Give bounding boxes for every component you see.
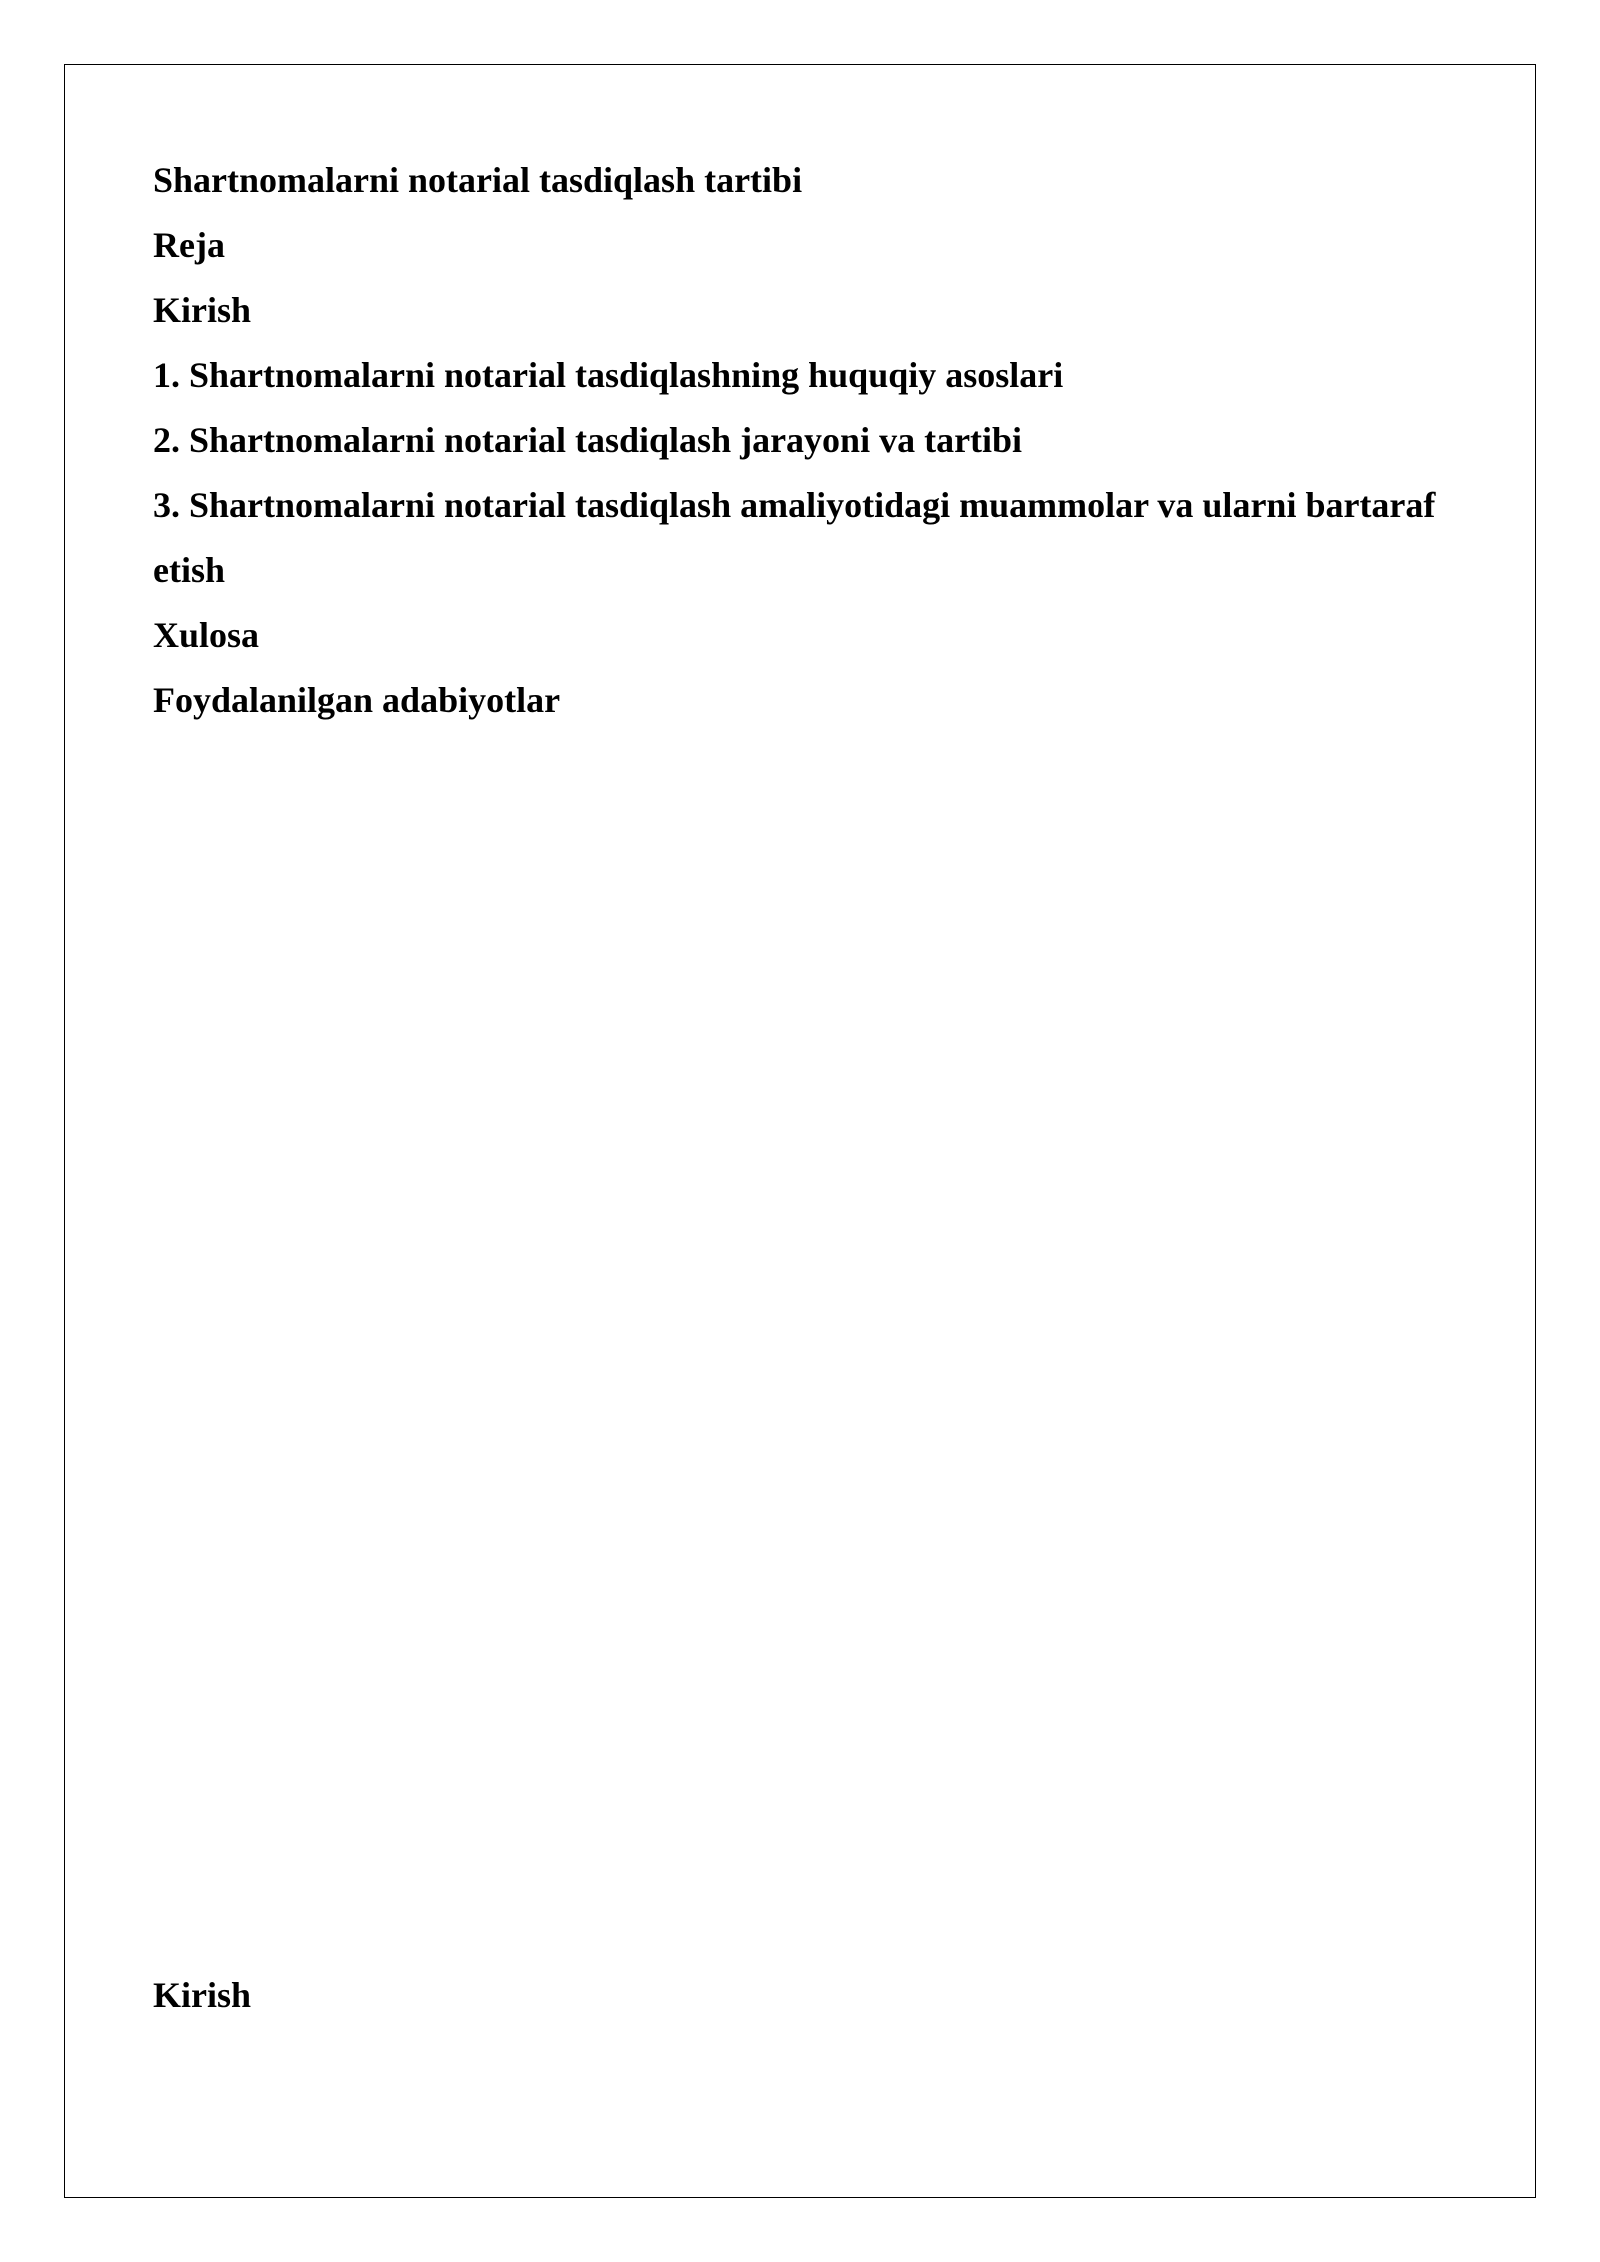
plan-item-references: Foydalanilgan adabiyotlar: [153, 680, 561, 720]
section-heading-introduction: Kirish: [153, 1975, 252, 2015]
plan-item-3: 3. Shartnomalarni notarial tasdiqlash amaliyotidagi muammolar va ularni bartaraf: [153, 485, 1436, 525]
document-title: Shartnomalarni notarial tasdiqlash tartibi: [153, 160, 803, 200]
plan-item-conclusion: Xulosa: [153, 615, 260, 655]
plan-item-1: 1. Shartnomalarni notarial tasdiqlashning huquqiy asoslari: [153, 355, 1064, 395]
plan-heading: Reja: [153, 225, 225, 265]
document-body: [153, 148, 1503, 733]
plan-item-introduction: Kirish: [153, 290, 252, 330]
plan-item-2: 2. Shartnomalarni notarial tasdiqlash jarayoni va tartibi: [153, 420, 1023, 460]
plan-item-3-continued: etish: [153, 550, 225, 590]
